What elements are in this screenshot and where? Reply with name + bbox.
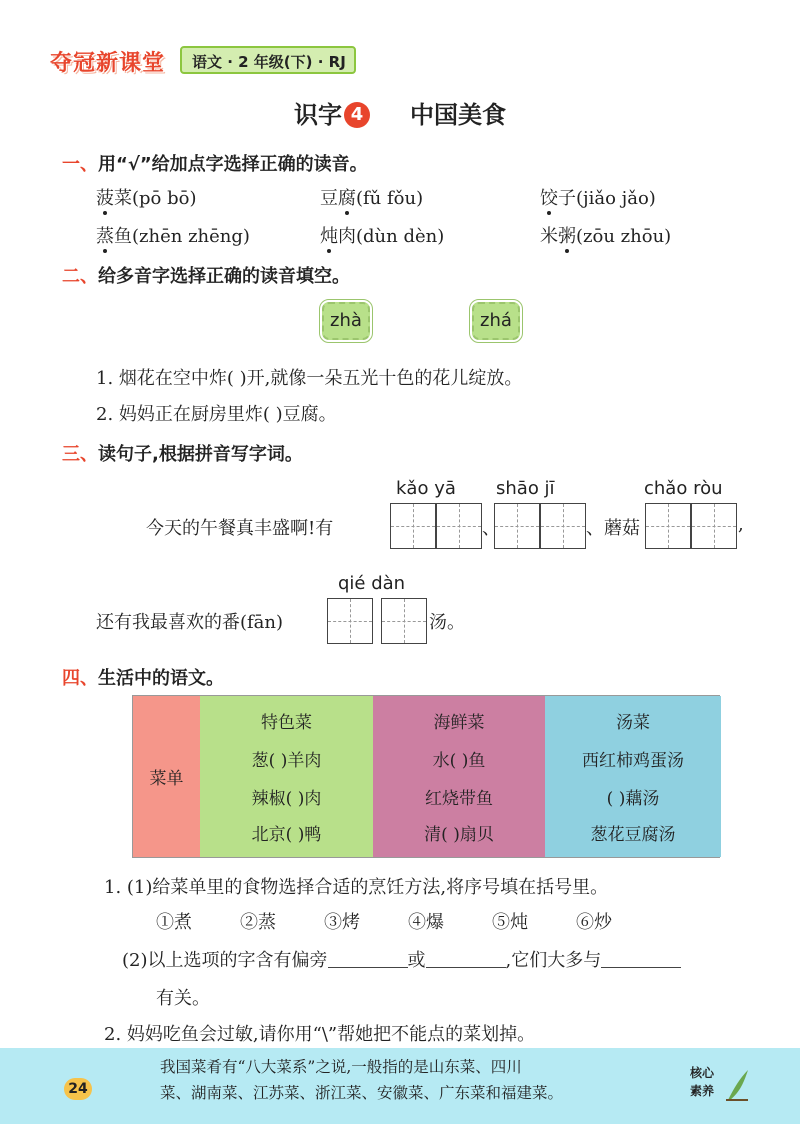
section-1-title (62, 150, 368, 176)
option: ①煮 (156, 912, 192, 933)
section-3-title (62, 440, 303, 466)
leaf-icon (724, 1068, 750, 1102)
brand-logo: 夺冠新课堂 (50, 51, 166, 76)
menu-dish: 西红柿鸡蛋汤 (582, 751, 684, 771)
pinyin-shaoji: shāo jī (496, 478, 555, 499)
menu-column-head: 海鲜菜 (433, 713, 485, 733)
subject-tag: 语文 · 2 年级(下) · RJ (180, 46, 356, 74)
s1-item-2: 豆腐(fǔ fǒu) (320, 188, 424, 209)
page-number: 24 (64, 1078, 92, 1100)
write-box[interactable] (327, 598, 373, 644)
menu-dish: ( )藕汤 (606, 789, 660, 809)
write-box[interactable] (691, 503, 737, 549)
menu-column-seafood (373, 696, 545, 857)
option: ④爆 (408, 912, 444, 933)
option: ③烤 (324, 912, 360, 933)
page-title (0, 95, 800, 130)
s4-question-1-2-end: 有关。 (156, 988, 210, 1009)
lesson-number-badge: 4 (344, 102, 370, 128)
s3-sentence-1-end: , (738, 514, 744, 535)
section-1-text: 用“√”给加点字选择正确的读音。 (98, 154, 368, 175)
title-prefix: 识字 (294, 101, 342, 129)
menu-column-head: 汤菜 (616, 713, 650, 733)
option: ⑤炖 (492, 912, 528, 933)
section-4-number: 四、 (62, 668, 98, 689)
s3-sentence-2-end: 汤。 (429, 612, 465, 633)
s1-item-1: 菠菜(pō bō) (96, 188, 197, 209)
menu-label-column (133, 696, 200, 857)
title-name: 中国美食 (410, 101, 506, 129)
menu-column-soup (545, 696, 721, 857)
menu-dish: 葱花豆腐汤 (590, 825, 676, 845)
answer-blank[interactable] (426, 950, 506, 968)
menu-dish: 水( )鱼 (432, 751, 486, 771)
section-2-title (62, 262, 350, 288)
write-box[interactable] (645, 503, 691, 549)
page-header (50, 44, 370, 80)
section-4-text: 生活中的语文。 (98, 668, 224, 689)
answer-blank[interactable] (601, 950, 681, 968)
s1-item-3: 饺子(jiǎo jǎo) (540, 188, 656, 209)
menu-column-specialty (200, 696, 373, 857)
write-box[interactable] (390, 503, 436, 549)
s2-question-1: 1. 烟花在空中炸( )开,就像一朵五光十色的花儿绽放。 (96, 368, 523, 389)
option: ⑥炒 (576, 912, 612, 933)
section-2-number: 二、 (62, 266, 98, 287)
write-box[interactable] (381, 598, 427, 644)
menu-column-head: 特色菜 (261, 713, 312, 733)
s3-separator: 、 (482, 518, 500, 539)
s1-item-4: 蒸鱼(zhēn zhēng) (96, 226, 250, 247)
s1-item-6: 米粥(zōu zhōu) (540, 226, 672, 247)
pinyin-chaorou: chǎo ròu (644, 478, 723, 499)
write-box[interactable] (436, 503, 482, 549)
pinyin-kaoya: kǎo yā (396, 478, 456, 499)
menu-dish: 红烧带鱼 (425, 789, 493, 809)
write-box[interactable] (540, 503, 586, 549)
write-box[interactable] (494, 503, 540, 549)
menu-dish: 北京( )鸭 (251, 825, 322, 845)
s4-question-1-2: (2)以上选项的字含有偏旁 或 ,它们大多与 (122, 946, 681, 972)
s3-sentence-1-start: 今天的午餐真丰盛啊!有 (146, 518, 334, 539)
pinyin-card-zha2: zhá (472, 302, 520, 340)
s1-item-5: 炖肉(dùn dèn) (320, 226, 445, 247)
option: ②蒸 (240, 912, 276, 933)
footer-note: 我国菜肴有“八大菜系”之说,一般指的是山东菜、四川 菜、湖南菜、江苏菜、浙江菜、安徽菜、广东菜和福建菜。 (160, 1058, 564, 1102)
menu-table (132, 695, 720, 858)
cooking-options (156, 908, 636, 934)
menu-dish: 葱( )羊肉 (251, 751, 322, 771)
menu-label: 菜单 (149, 769, 184, 789)
core-literacy-badge: 核心 素养 (690, 1064, 750, 1104)
pinyin-qiedan: qié dàn (338, 573, 406, 594)
section-1-number: 一、 (62, 154, 98, 175)
s3-sentence-2-start: 还有我最喜欢的番(fān) (96, 612, 284, 633)
menu-dish: 清( )扇贝 (424, 825, 494, 845)
section-3-number: 三、 (62, 444, 98, 465)
s4-question-2: 2. 妈妈吃鱼会过敏,请你用“\”帮她把不能点的菜划掉。 (104, 1024, 536, 1045)
s3-sentence-1-mid: 、蘑菇 (586, 518, 640, 539)
s4-question-1: 1. (1)给菜单里的食物选择合适的烹饪方法,将序号填在括号里。 (104, 877, 609, 898)
answer-blank[interactable] (328, 950, 408, 968)
menu-dish: 辣椒( )肉 (251, 789, 322, 809)
pinyin-card-zha4: zhà (322, 302, 370, 340)
section-4-title (62, 664, 224, 690)
section-2-text: 给多音字选择正确的读音填空。 (98, 266, 350, 287)
section-3-text: 读句子,根据拼音写字词。 (98, 444, 303, 465)
s2-question-2: 2. 妈妈正在厨房里炸( )豆腐。 (96, 404, 337, 425)
